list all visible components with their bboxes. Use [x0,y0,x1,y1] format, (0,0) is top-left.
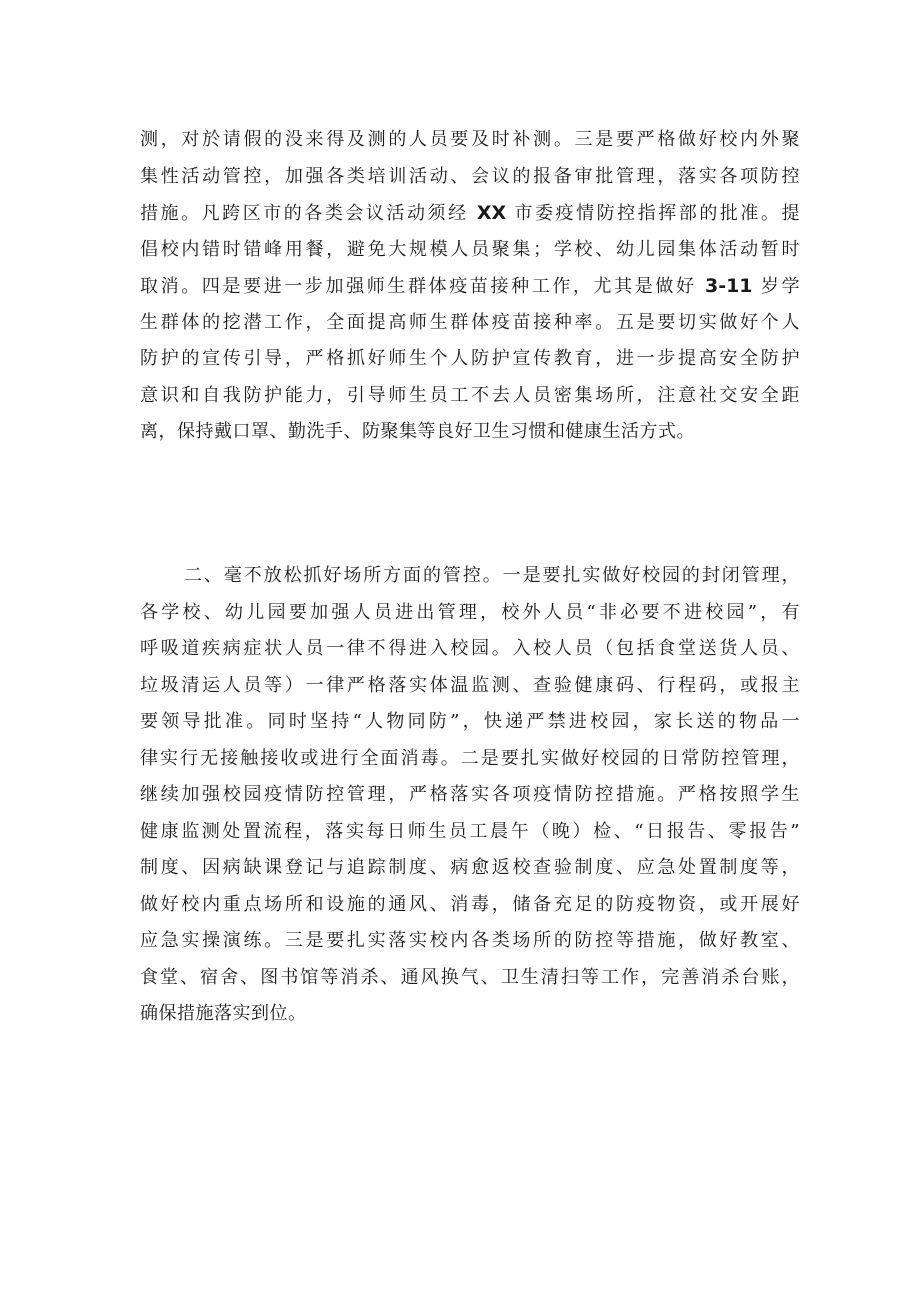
paragraph-1-line: 离，保持戴口罩、勤洗手、防聚集等良好卫生习惯和健康生活方式。 [140,421,695,442]
paragraph-1-line: 意识和自我防护能力，引导师生员工不去人员密集场所，注意社交安全距 [140,384,800,406]
paragraph-2-line: 呼吸道疾病症状人员一律不得进入校园。入校人员（包括食堂送货人员、 [140,638,800,659]
paragraph-1-line [140,268,800,305]
paragraph-1-line [140,195,800,232]
paragraph-1 [140,122,800,451]
paragraph-1-line: 倡校内错时错峰用餐，避免大规模人员聚集；学校、幼儿园集体活动暂时 [140,238,800,260]
paragraph-2-line: 做好校内重点场所和设施的通风、消毒，储备充足的防疫物资，或开展好 [140,893,800,915]
paragraph-2-line: 食堂、宿舍、图书馆等消杀、通风换气、卫生清扫等工作，完善消杀台账， [140,966,800,988]
paragraph-2-line: 要领导批准。同时坚持“人物同防”，快递严禁进校园，家长送的物品一 [140,711,800,732]
line-text: 岁学 [752,276,800,297]
line-text: 市委疫情防控指挥部的批准。提 [506,203,800,224]
emphasized-text: 3-11 [704,275,753,297]
paragraph-2-line: 律实行无接触接收或进行全面消毒。二是要扎实做好校园的日常防控管理， [140,747,800,769]
emphasized-text: XX [476,202,507,224]
paragraph-2-line: 确保措施落实到位。 [140,1003,307,1024]
paragraph-2-line: 制度、因病缺课登记与追踪制度、病愈返校查验制度、应急处置制度等， [140,857,800,878]
paragraph-1-line: 防护的宣传引导，严格抓好师生个人防护宣传教育，进一步提高安全防护 [140,348,800,369]
paragraph-2-line: 应急实操演练。三是要扎实落实校内各类场所的防控等措施，做好教室、 [140,930,800,951]
paragraph-1-line: 生群体的挖潜工作，全面提高师生群体疫苗接种率。五是要切实做好个人 [140,311,800,333]
paragraph-2-line: 二、毫不放松抓好场所方面的管控。一是要扎实做好校园的封闭管理， [184,565,800,586]
line-text: 措施。凡跨区市的各类会议活动须经 [140,203,477,224]
paragraph-2-line: 继续加强校园疫情防控管理，严格落实各项疫情防控措施。严格按照学生 [140,784,800,805]
line-text: 取消。四是要进一步加强师生群体疫苗接种工作，尤其是做好 [140,276,705,297]
paragraph-2 [140,558,800,1033]
paragraph-2-line: 各学校、幼儿园要加强人员进出管理，校外人员“非必要不进校园”，有 [140,601,800,623]
paragraph-1-line: 集性活动管控，加强各类培训活动、会议的报备审批管理，落实各项防控 [140,165,800,187]
paragraph-2-line: 健康监测处置流程，落实每日师生员工晨午（晚）检、“日报告、零报告” [140,820,800,842]
paragraph-2-line: 垃圾清运人员等）一律严格落实体温监测、查验健康码、行程码，或报主 [140,674,800,696]
paragraph-1-line: 测，对於请假的没来得及测的人员要及时补测。三是要严格做好校内外聚 [140,129,800,150]
